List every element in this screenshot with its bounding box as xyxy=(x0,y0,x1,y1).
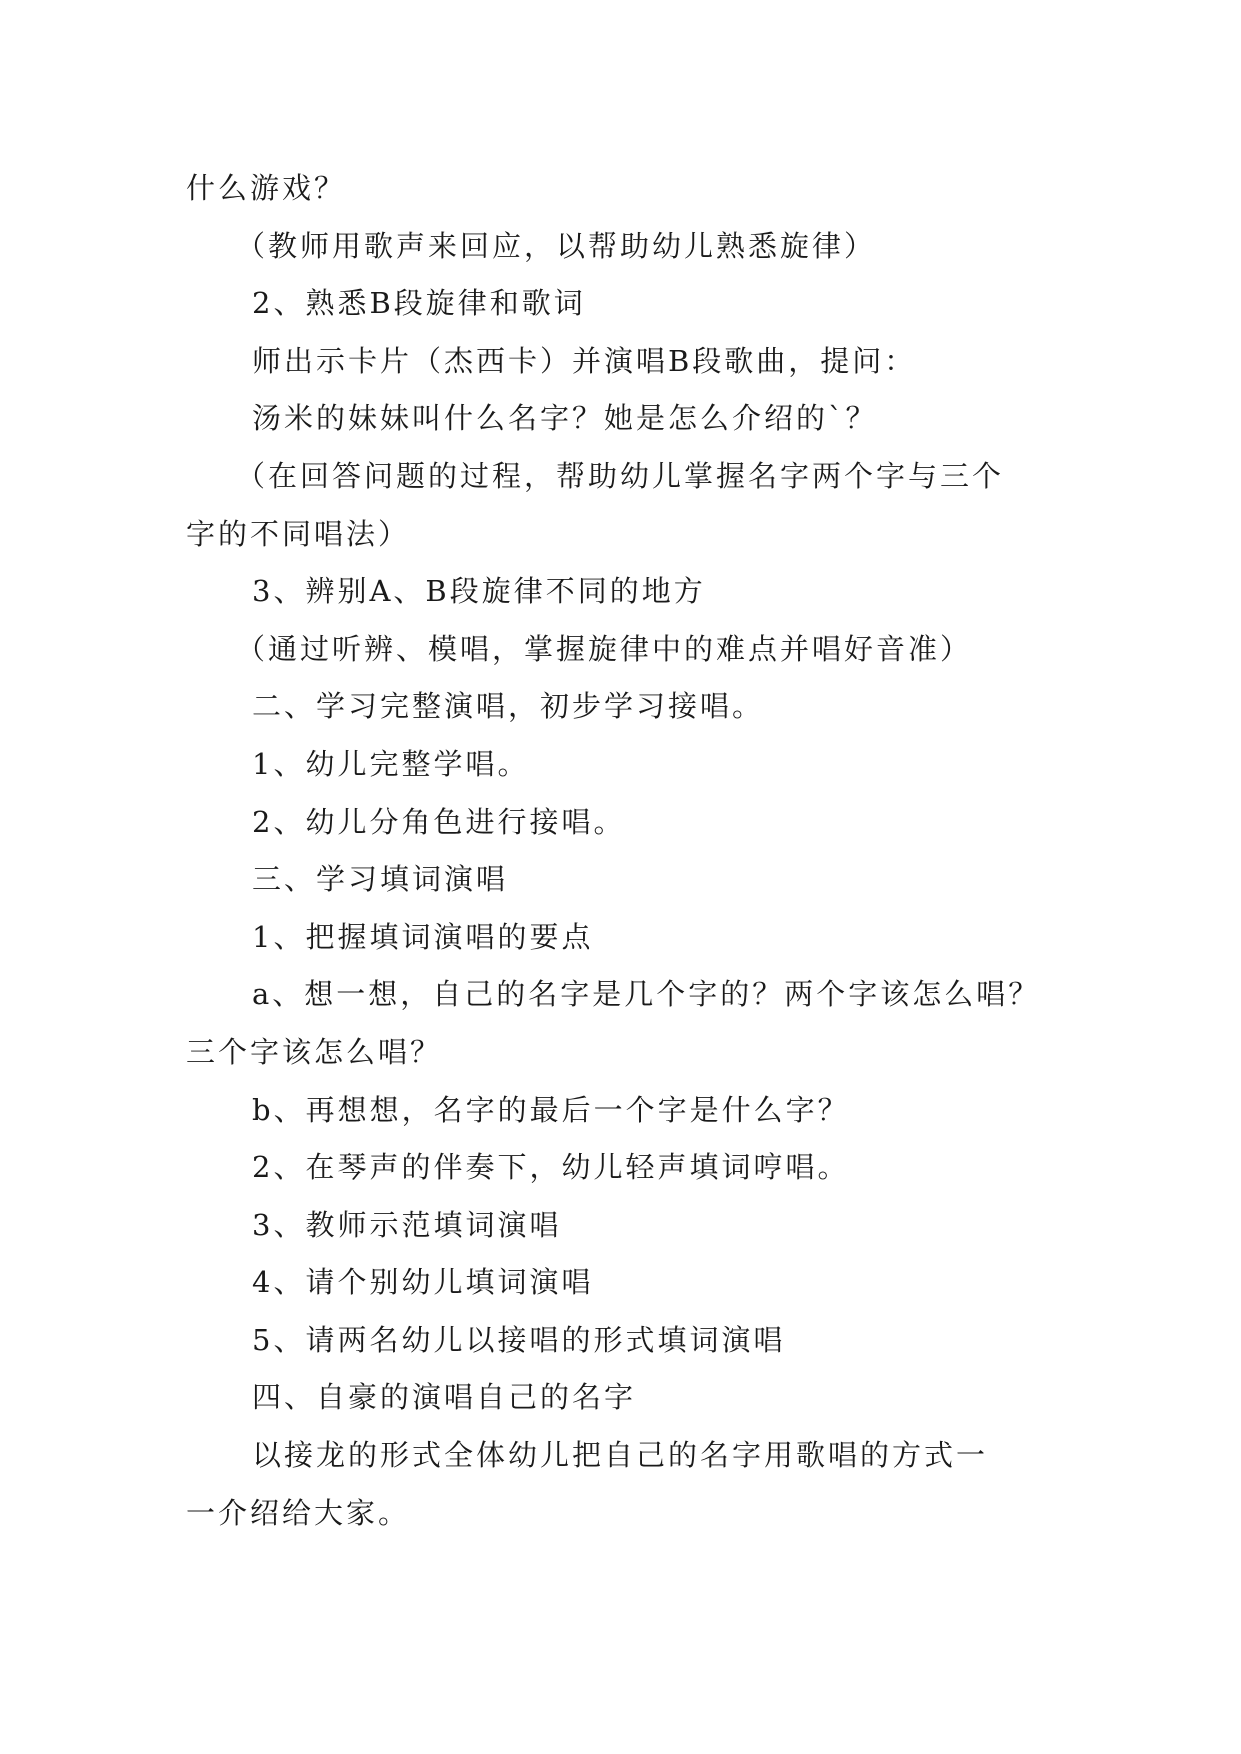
text-line: 2、幼儿分角色进行接唱。 xyxy=(252,804,626,839)
text-line: （通过听辨、模唱，掌握旋律中的难点并唱好音准） xyxy=(236,631,973,666)
text-line: 一介绍给大家。 xyxy=(186,1495,411,1530)
text-line: 2、在琴声的伴奏下，幼儿轻声填词哼唱。 xyxy=(252,1150,850,1185)
text-line: 1、幼儿完整学唱。 xyxy=(252,746,530,781)
text-line: （在回答问题的过程，帮助幼儿掌握名字两个字与三个 xyxy=(236,458,1005,493)
text-line: 1、把握填词演唱的要点 xyxy=(252,919,594,954)
text-line: 师出示卡片（杰西卡）并演唱B段歌曲，提问： xyxy=(252,343,917,378)
text-line: a、想一想，自己的名字是几个字的？两个字该怎么唱？ xyxy=(252,977,1041,1012)
text-line: b、再想想，名字的最后一个字是什么字？ xyxy=(252,1092,850,1127)
text-line: 什么游戏？ xyxy=(186,171,347,205)
section-heading: 二、学习完整演唱，初步学习接唱。 xyxy=(252,689,765,724)
text-line: 5、请两名幼儿以接唱的形式填词演唱 xyxy=(252,1322,786,1357)
section-heading: 四、自豪的演唱自己的名字 xyxy=(252,1380,637,1415)
text-line: （教师用歌声来回应，以帮助幼儿熟悉旋律） xyxy=(236,228,877,263)
document-body xyxy=(186,160,1056,1542)
section-heading: 3、辨别A、B段旋律不同的地方 xyxy=(252,574,706,609)
text-line: 汤米的妹妹叫什么名字？她是怎么介绍的`？ xyxy=(252,401,878,436)
text-line: 3、教师示范填词演唱 xyxy=(252,1207,562,1242)
text-line: 4、请个别幼儿填词演唱 xyxy=(252,1265,594,1300)
text-line: 三个字该怎么唱？ xyxy=(186,1034,443,1069)
text-line: 以接龙的形式全体幼儿把自己的名字用歌唱的方式一 xyxy=(252,1438,989,1473)
text-line: 字的不同唱法） xyxy=(186,516,411,551)
section-heading: 三、学习填词演唱 xyxy=(252,862,509,897)
section-heading: 2、熟悉B段旋律和歌词 xyxy=(252,286,586,321)
